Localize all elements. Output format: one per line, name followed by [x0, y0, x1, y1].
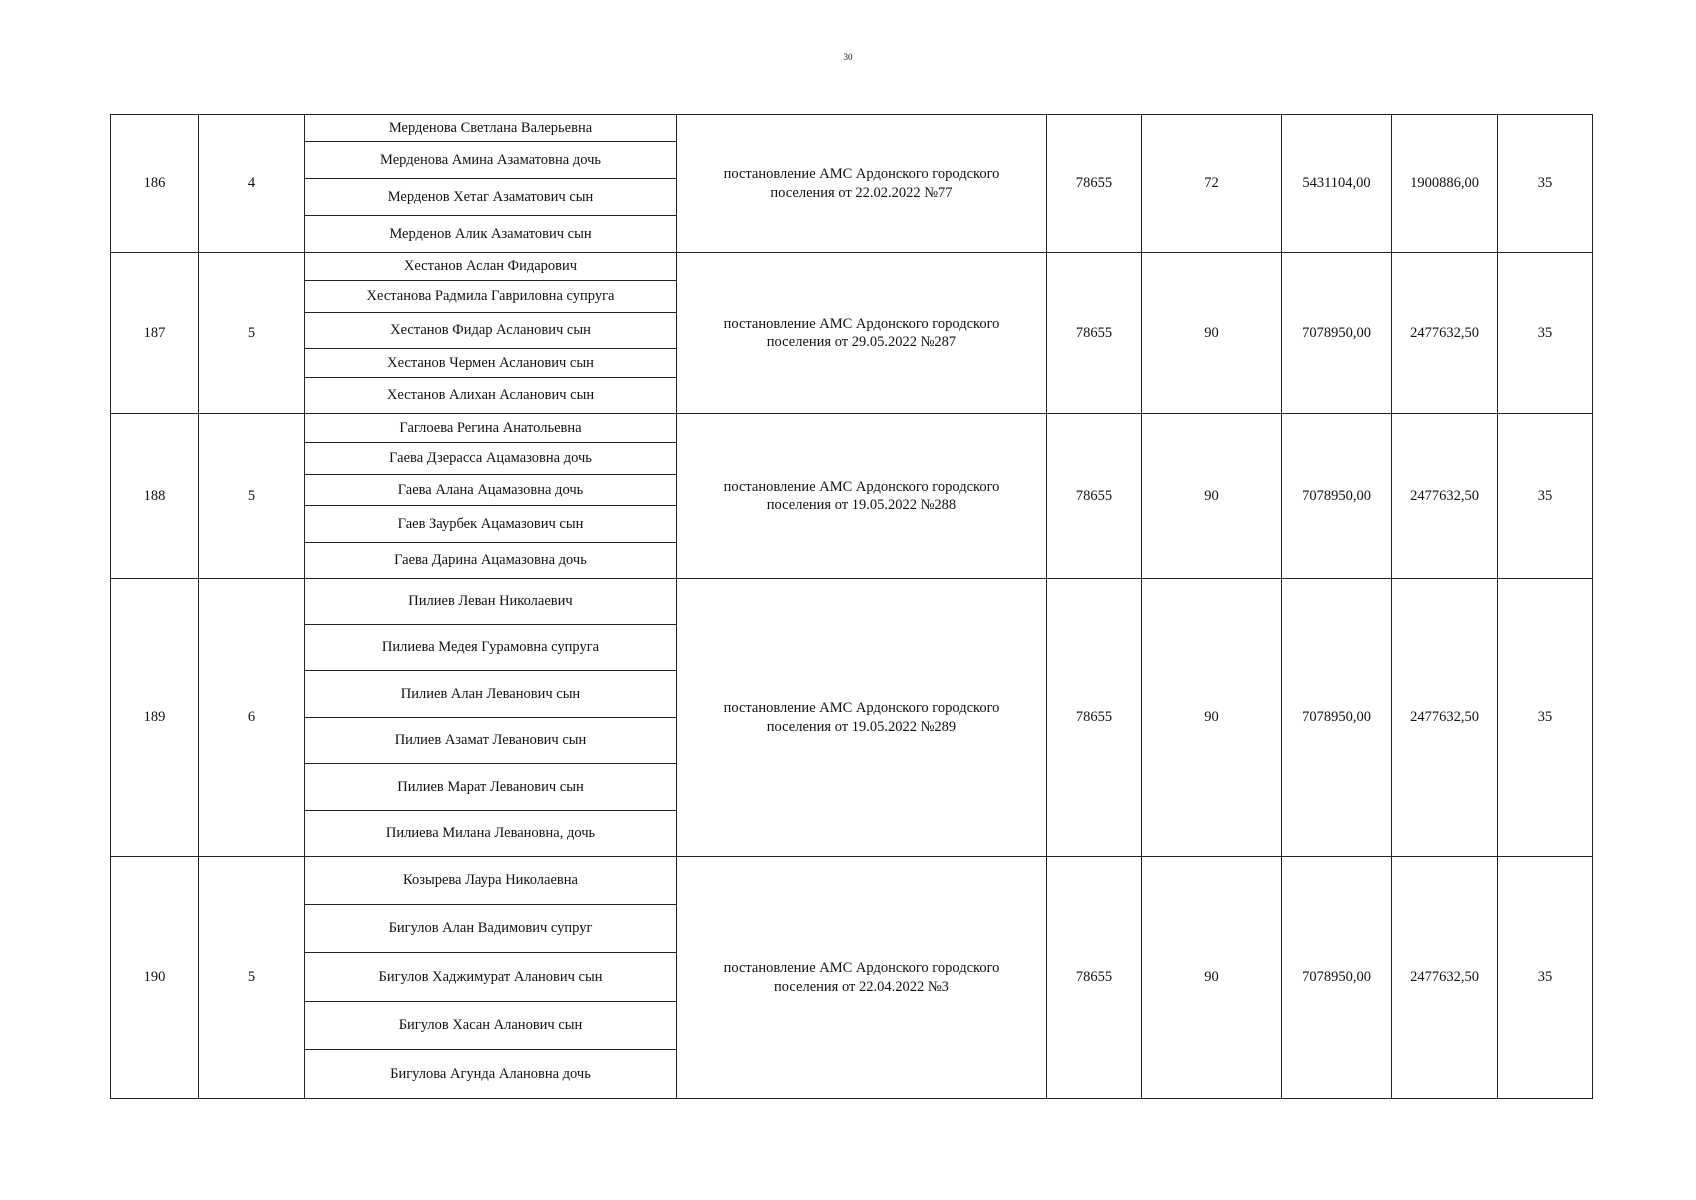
record-number-cell: 186	[111, 115, 199, 253]
record-number-cell: 187	[111, 253, 199, 414]
decree-cell: постановление АМС Ардонского городского поселения от 22.04.2022 №3	[677, 857, 1047, 1099]
area-cell: 90	[1142, 414, 1282, 579]
decree-cell: постановление АМС Ардонского городского поселения от 19.05.2022 №288	[677, 414, 1047, 579]
registry-table	[110, 114, 1593, 1099]
member-name-cell: Мерденова Светлана Валерьевна	[305, 115, 677, 142]
family-size-cell: 5	[199, 414, 305, 579]
member-name-cell: Хестанова Радмила Гавриловна супруга	[305, 281, 677, 313]
member-name-cell: Пилиев Азамат Леванович сын	[305, 718, 677, 764]
table-body	[111, 114, 1593, 1099]
family-size-cell: 5	[199, 857, 305, 1099]
member-name-cell: Пилиева Медея Гурамовна супруга	[305, 625, 677, 671]
member-name-cell: Хестанов Фидар Асланович сын	[305, 313, 677, 349]
member-name-cell: Мерденов Хетаг Азаматович сын	[305, 179, 677, 216]
member-name-cell: Пилиев Алан Леванович сын	[305, 671, 677, 718]
area-cell: 90	[1142, 253, 1282, 414]
table-row	[111, 414, 1593, 443]
total-cost-cell: 7078950,00	[1282, 414, 1392, 579]
page-number: 30	[843, 52, 853, 62]
record-number-cell: 188	[111, 414, 199, 579]
member-name-cell: Гаев Заурбек Ацамазович сын	[305, 506, 677, 543]
percent-cell: 35	[1498, 857, 1593, 1099]
member-name-cell: Хестанов Чермен Асланович сын	[305, 349, 677, 378]
subsidy-cell: 1900886,00	[1392, 115, 1498, 253]
member-name-cell: Бигулов Хаджимурат Аланович сын	[305, 953, 677, 1002]
member-name-cell: Козырева Лаура Николаевна	[305, 857, 677, 905]
area-cell: 72	[1142, 115, 1282, 253]
member-name-cell: Бигулов Алан Вадимович супруг	[305, 905, 677, 953]
norm-cost-cell: 78655	[1047, 414, 1142, 579]
member-name-cell: Гаева Дарина Ацамазовна дочь	[305, 543, 677, 579]
norm-cost-cell: 78655	[1047, 115, 1142, 253]
member-name-cell: Мерденов Алик Азаматович сын	[305, 216, 677, 253]
percent-cell: 35	[1498, 414, 1593, 579]
member-name-cell: Мерденова Амина Азаматовна дочь	[305, 142, 677, 179]
family-size-cell: 6	[199, 579, 305, 857]
member-name-cell: Гаглоева Регина Анатольевна	[305, 414, 677, 443]
subsidy-cell: 2477632,50	[1392, 857, 1498, 1099]
member-name-cell: Пилиев Марат Леванович сын	[305, 764, 677, 811]
decree-cell: постановление АМС Ардонского городского поселения от 22.02.2022 №77	[677, 115, 1047, 253]
family-size-cell: 4	[199, 115, 305, 253]
total-cost-cell: 7078950,00	[1282, 857, 1392, 1099]
table-row	[111, 115, 1593, 142]
area-cell: 90	[1142, 857, 1282, 1099]
norm-cost-cell: 78655	[1047, 253, 1142, 414]
norm-cost-cell: 78655	[1047, 579, 1142, 857]
table-row	[111, 857, 1593, 905]
total-cost-cell: 7078950,00	[1282, 579, 1392, 857]
member-name-cell: Хестанов Алихан Асланович сын	[305, 378, 677, 414]
subsidy-cell: 2477632,50	[1392, 253, 1498, 414]
member-name-cell: Бигулов Хасан Аланович сын	[305, 1002, 677, 1050]
table-row	[111, 253, 1593, 281]
member-name-cell: Хестанов Аслан Фидарович	[305, 253, 677, 281]
record-number-cell: 189	[111, 579, 199, 857]
area-cell: 90	[1142, 579, 1282, 857]
record-number-cell: 190	[111, 857, 199, 1099]
norm-cost-cell: 78655	[1047, 857, 1142, 1099]
family-size-cell: 5	[199, 253, 305, 414]
subsidy-cell: 2477632,50	[1392, 414, 1498, 579]
member-name-cell: Пилиева Милана Левановна, дочь	[305, 811, 677, 857]
member-name-cell: Гаева Алана Ацамазовна дочь	[305, 475, 677, 506]
percent-cell: 35	[1498, 579, 1593, 857]
member-name-cell: Пилиев Леван Николаевич	[305, 579, 677, 625]
total-cost-cell: 5431104,00	[1282, 115, 1392, 253]
decree-cell: постановление АМС Ардонского городского поселения от 19.05.2022 №289	[677, 579, 1047, 857]
decree-cell: постановление АМС Ардонского городского поселения от 29.05.2022 №287	[677, 253, 1047, 414]
percent-cell: 35	[1498, 253, 1593, 414]
member-name-cell: Гаева Дзерасса Ацамазовна дочь	[305, 443, 677, 475]
subsidy-cell: 2477632,50	[1392, 579, 1498, 857]
total-cost-cell: 7078950,00	[1282, 253, 1392, 414]
table-row	[111, 579, 1593, 625]
member-name-cell: Бигулова Агунда Алановна дочь	[305, 1050, 677, 1099]
percent-cell: 35	[1498, 115, 1593, 253]
